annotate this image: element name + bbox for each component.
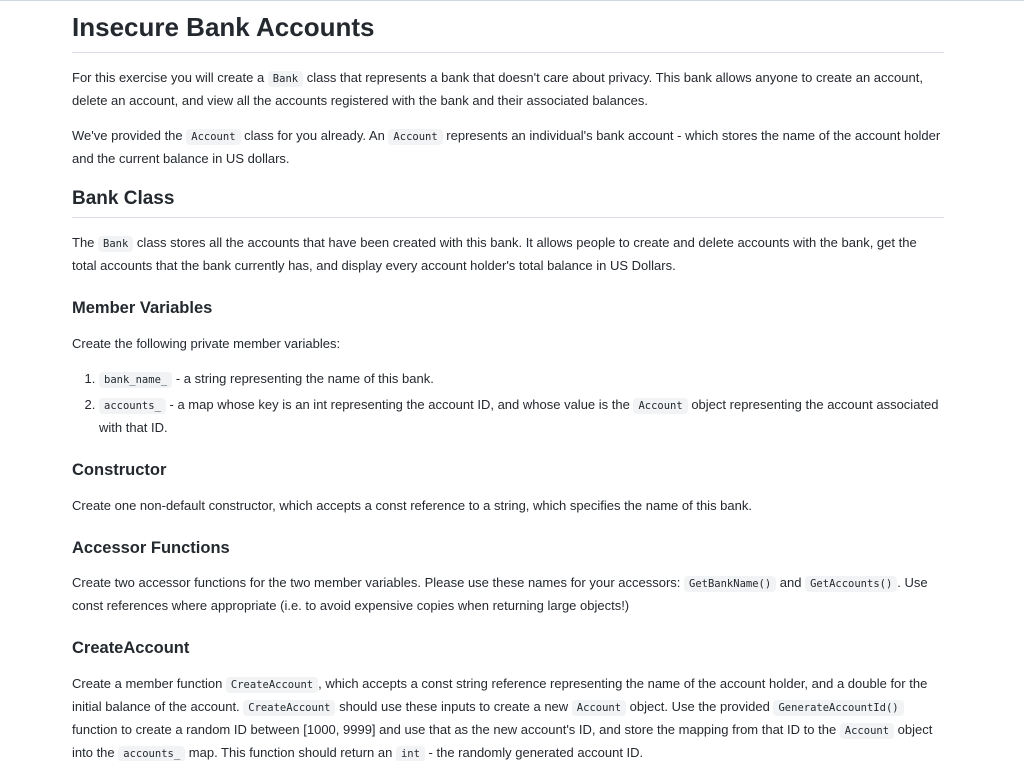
create-account-paragraph bbox=[72, 673, 944, 761]
code-account: Account bbox=[572, 700, 626, 716]
code-generate-account-id: GenerateAccountId() bbox=[773, 700, 903, 716]
code-account: Account bbox=[388, 129, 442, 145]
list-item bbox=[99, 394, 944, 438]
page-title: Insecure Bank Accounts bbox=[72, 11, 944, 53]
code-bank: Bank bbox=[98, 236, 133, 252]
list-item bbox=[99, 368, 944, 391]
text: , which accepts a const string reference representing the name of the account holder, and a double for the initial balance of the account. bbox=[72, 675, 928, 714]
accessors-paragraph bbox=[72, 572, 944, 616]
text: . Use const references where appropriate (i.e. to avoid expensive copies when returning large objects!) bbox=[72, 575, 928, 614]
text: - a string representing the name of this bank. bbox=[172, 370, 434, 386]
text: should use these inputs to create a new bbox=[335, 698, 572, 714]
section-heading-constructor: Constructor bbox=[72, 460, 167, 479]
code-bank-name: bank_name_ bbox=[99, 372, 172, 388]
text: represents an individual's bank account - which stores the name of the account holder and the current balance in US dollars. bbox=[72, 127, 941, 166]
text: class stores all the accounts that have been created with this bank. It allows people to create and delete accounts with the bank, get the total accounts that the bank currently has, and display every account holder's total balance in US Dollars. bbox=[72, 235, 917, 274]
code-get-accounts: GetAccounts() bbox=[805, 576, 897, 592]
section-heading-accessor-functions: Accessor Functions bbox=[72, 538, 230, 557]
intro-paragraph-2 bbox=[72, 125, 944, 169]
code-bank: Bank bbox=[268, 71, 303, 87]
text: class for you already. An bbox=[240, 127, 389, 143]
text: map. This function should return an bbox=[185, 744, 396, 760]
text: function to create a random ID between [1000, 9999] and use that as the new account's ID, and store the mapping from that ID to the bbox=[72, 721, 840, 737]
intro-paragraph-1 bbox=[72, 67, 944, 111]
code-account: Account bbox=[840, 723, 894, 739]
text: Create a member function bbox=[72, 675, 226, 691]
section-heading-create-account: CreateAccount bbox=[72, 639, 190, 658]
document bbox=[72, 11, 944, 761]
constructor-paragraph: Create one non-default constructor, which accepts a const reference to a string, which specifies the name of this bank. bbox=[72, 497, 752, 513]
section-heading-member-variables: Member Variables bbox=[72, 299, 213, 318]
text: class that represents a bank that doesn't care about privacy. This bank allows anyone to create an account, delete an account, and view all the accounts registered with the bank and their associated balances. bbox=[72, 69, 923, 108]
code-account: Account bbox=[633, 398, 687, 414]
member-variables-paragraph: Create the following private member variables: bbox=[72, 335, 341, 351]
text: For this exercise you will create a bbox=[72, 69, 268, 85]
section-heading-bank-class: Bank Class bbox=[72, 187, 944, 219]
code-accounts: accounts_ bbox=[99, 398, 166, 414]
text: Create two accessor functions for the two member variables. Please use these names for your accessors: bbox=[72, 575, 684, 591]
code-create-account: CreateAccount bbox=[226, 677, 318, 693]
text: - the randomly generated account ID. bbox=[424, 744, 644, 760]
text: object into the bbox=[72, 721, 933, 760]
code-get-bank-name: GetBankName() bbox=[684, 576, 776, 592]
text: - a map whose key is an int representing the account ID, and whose value is the bbox=[165, 396, 634, 412]
code-account: Account bbox=[186, 129, 240, 145]
code-create-account: CreateAccount bbox=[243, 700, 335, 716]
text: and bbox=[776, 575, 806, 591]
text: object representing the account associated with that ID. bbox=[99, 396, 939, 435]
member-variables-list bbox=[72, 368, 944, 438]
text: The bbox=[72, 235, 99, 251]
text: We've provided the bbox=[72, 127, 187, 143]
bank-class-paragraph bbox=[72, 232, 944, 276]
code-int: int bbox=[396, 746, 425, 761]
code-accounts: accounts_ bbox=[118, 746, 185, 761]
text: object. Use the provided bbox=[626, 698, 774, 714]
